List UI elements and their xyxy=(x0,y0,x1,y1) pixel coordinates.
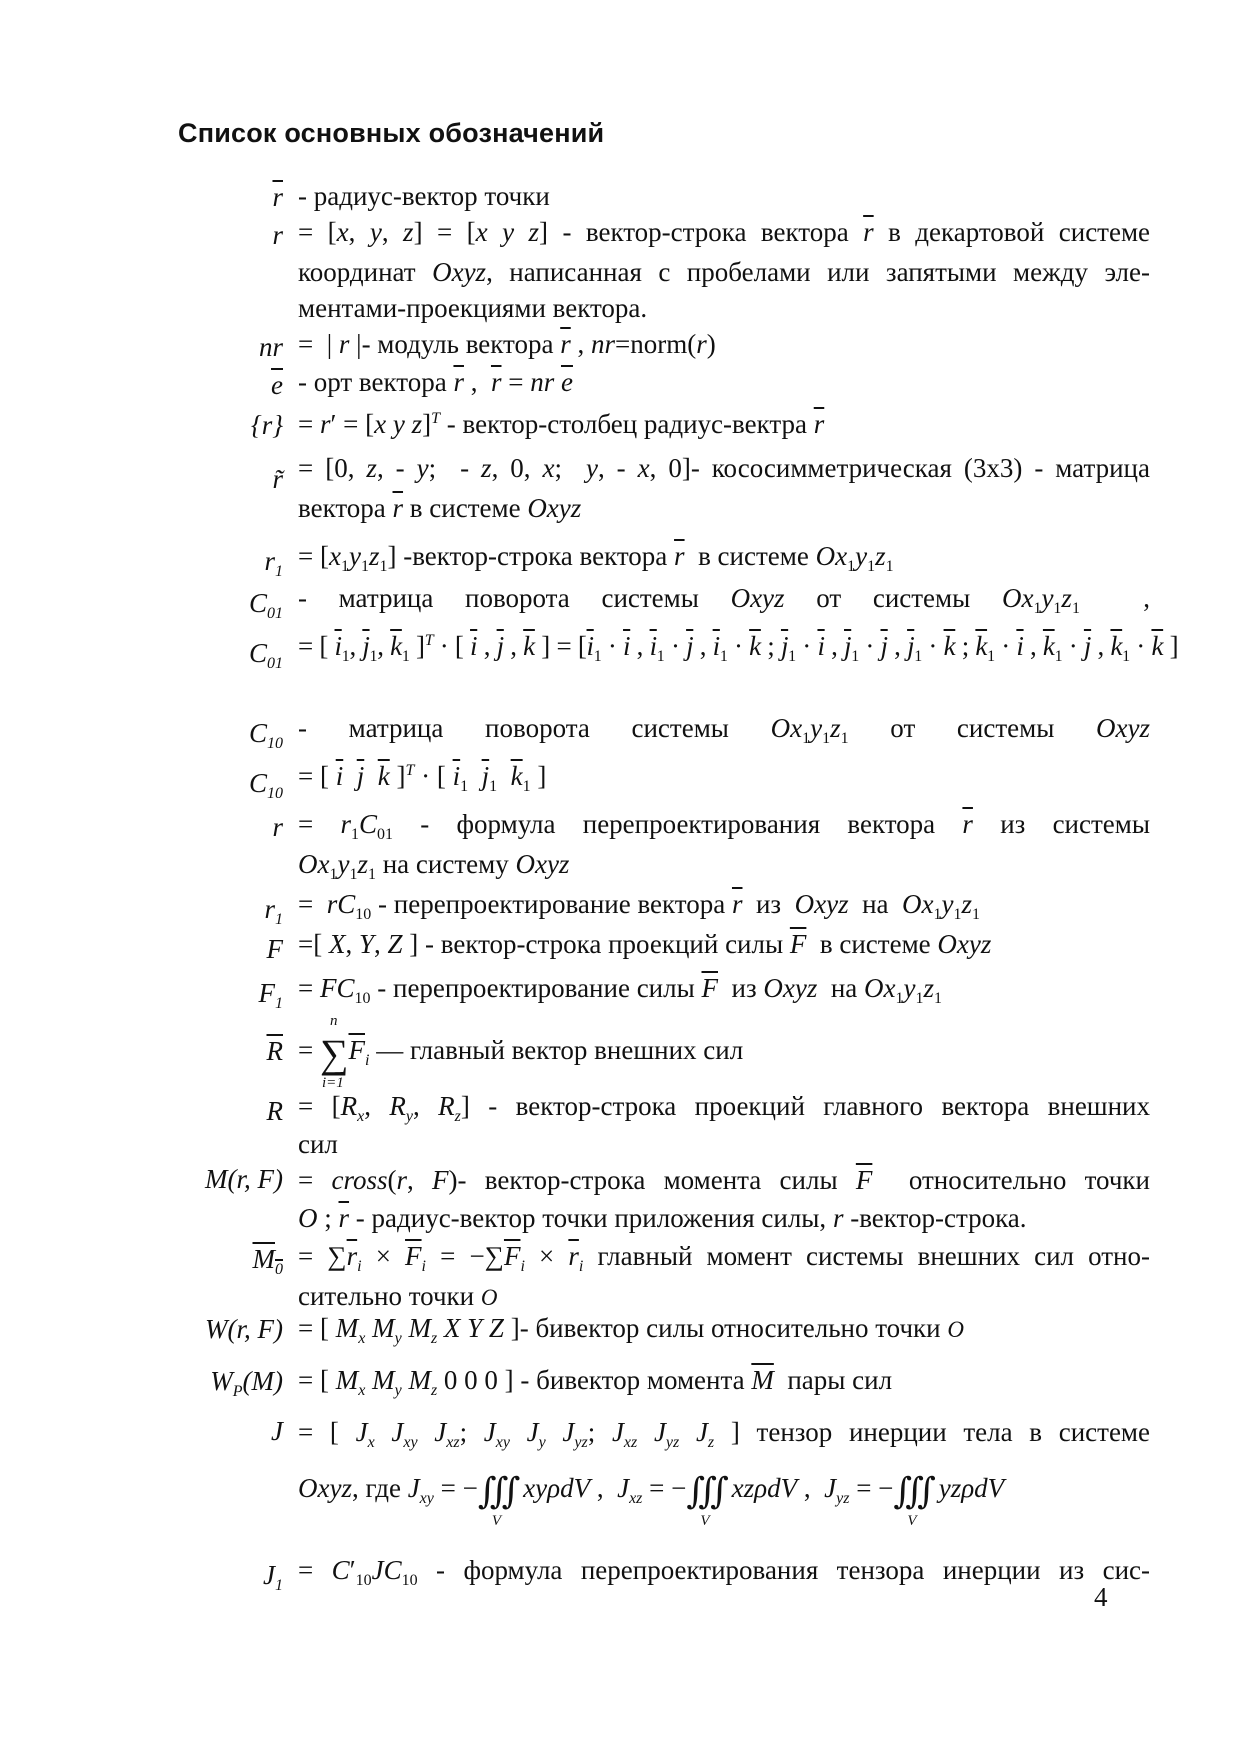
symbol-f1: $F_1$ xyxy=(258,978,283,1012)
page-title: Список основных обозначений xyxy=(178,118,605,148)
entry-c10-formula: = [ $\overline{i}$ $\overline{j}$ $\overline{k}$ ]$^T$ · [ $\overline{i}_1$ $\overline{j}_1$ $\overline{k}_1$ ] xyxy=(298,761,547,795)
symbol-nr: nr xyxy=(258,332,283,362)
symbol-moment: M(r, F) xyxy=(205,1164,283,1194)
symbol-inertia-transform: $J_1$ xyxy=(263,1560,283,1594)
entry-force-row: =[ X, Y, Z ] - вектор-строка проекций силы $\overline{F}$ в системе Oxyz xyxy=(298,929,992,959)
symbol-r1: $r_1$ xyxy=(264,546,283,580)
entry-column-vector: = r′ = [x y z]$^T$ - вектор-столбец радиус-вектра $\overline{r}$ xyxy=(298,409,825,439)
entry-main-vector-row-cont: сил xyxy=(298,1129,338,1159)
entry-skew-matrix: = [0, z, - y; - z, 0, x; y, - x, 0]- кососимметрическая (3x3) - матрица xyxy=(298,453,1150,483)
entry-c01: - матрица поворота системы Oxyz от системы $Ox_1y_1z_1$ , xyxy=(298,583,1151,617)
symbol-c01-formula: $C_{01}$ xyxy=(248,638,283,672)
symbol-r-main-vector: $\overline{R}$ xyxy=(266,1036,283,1066)
symbol-c01: $C_{01}$ xyxy=(248,588,283,622)
symbol-c10-formula: $C_{10}$ xyxy=(248,768,283,802)
symbol-c10: $C_{10}$ xyxy=(248,718,283,752)
entry-row-vector-cont2: ментами-проекциями вектора. xyxy=(298,293,648,323)
entry-r-transform-cont: $Ox_1y_1z_1$ на систему Oxyz xyxy=(298,849,570,883)
symbol-main-moment: $M_0$ xyxy=(252,1244,283,1278)
entry-bivector-moment: = [ $M_x$ $M_y$ $M_z$ 0 0 0 ] - бивектор момента $\overline{M}$ пары сил xyxy=(298,1365,893,1399)
entry-r-transform: = $r_1C_{01}$ - формула перепроектирования вектора $\overline{r}$ из системы xyxy=(298,809,1151,843)
symbol-e-bar: $\overline{e}$ xyxy=(271,370,283,400)
entry-row-vector-cont1: координат Oxyz, написанная с пробелами или запятыми между эле- xyxy=(298,257,1150,287)
symbol-r-bar: $\overline{r}$ xyxy=(272,182,283,212)
entry-moment: = cross(r, F)- вектор-строка момента силы $\overline{F}$ относительно точки xyxy=(298,1165,1151,1195)
symbol-r-tilde: r̃ xyxy=(272,464,283,494)
entry-c10: - матрица поворота системы $Ox_1y_1z_1$ от системы Oxyz xyxy=(298,713,1151,747)
entry-main-moment: = $\sum\overline{r}_i \times \overline{F}_i = -\sum\overline{F}_i \times \overline{r}_i$ главный момент системы внешних сил отно- xyxy=(298,1241,1150,1275)
entry-main-vector-row: = [$R_x$, $R_y$, $R_z$] - вектор-строка проекций главного вектора внешних xyxy=(298,1091,1150,1125)
entry-unit-vector: - орт вектора $\overline{r}$ , $\overline{r}$ = nr $\overline{e}$ xyxy=(298,367,573,397)
entry-radius-vector: - радиус-вектор точки xyxy=(298,181,550,211)
symbol-inertia-tensor: J xyxy=(271,1416,283,1446)
symbol-r-main-row: R xyxy=(266,1096,283,1126)
symbol-r: r xyxy=(272,220,283,250)
entry-skew-matrix-cont: вектора $\overline{r}$ в системе Oxyz xyxy=(298,493,582,523)
entry-main-vector: = ∑ n i=1 $\overline{F}_i$ — главный вектор внешних сил xyxy=(298,1013,744,1091)
symbol-column-r: {r} xyxy=(250,410,283,440)
entry-row-vector: = [x, y, z] = [x y z] - вектор-строка вектора $\overline{r}$ в декартовой системе xyxy=(298,217,1151,247)
entry-r1: = $[x_1y_1z_1]$ -вектор-строка вектора $\overline{r}$ в системе $Ox_1y_1z_1$ xyxy=(298,541,894,575)
entry-inertia-tensor-cont: Oxyz, где $J_{xy}$ = −∭ V xyρdV , $J_{xz}$ = −∭ V xzρdV , $J_{yz}$ = −∭ V yzρdV xyxy=(298,1471,1005,1529)
entry-modulus: = | r |- модуль вектора $\overline{r}$ , nr=norm(r) xyxy=(298,329,716,359)
page-number: 4 xyxy=(1094,1582,1108,1612)
symbol-r-transform: r xyxy=(272,812,283,842)
entry-c01-formula: = [ $\overline{i}_1$, $\overline{j}_1$, $\overline{k}_1$ ]$^T$ · [ $\overline{i}$ , $\overline{j}$ , $\overline{k}$ ] = [$\overline{i}_1 \cdot \overline{i}$ , $\overline{i}_1 \cdot \overline{j}$ , $\overline{i}_1 \cdot \overline{k}$ ; $\overline{j}_1 \cdot \overline{i}$ , $\overline{j}_1 \cdot \overline{j}$ , $\overline{j}_1 \cdot \overline{k}$ ; $\overline{k}_1 \cdot \overline{i}$ , $\overline{k}_1 \cdot \overline{j}$ , $\overline{k}_1 \cdot \overline{k}$ ] xyxy=(298,631,1179,665)
entry-inertia-transform: = $C'_{10}JC_{10}$ - формула перепроектирования тензора инерции из сис- xyxy=(298,1555,1150,1589)
symbol-bivector: W(r, F) xyxy=(205,1314,283,1344)
entry-main-moment-cont: сительно точки O xyxy=(298,1281,498,1311)
entry-moment-cont: O ; $\overline{r}$ - радиус-вектор точки приложения силы, r -вектор-строка. xyxy=(298,1203,1027,1233)
symbol-bivector-moment: $W_P(M)$ xyxy=(210,1366,283,1400)
symbol-f: F xyxy=(266,934,283,964)
symbol-r1-transform: $r_1$ xyxy=(264,894,283,928)
entry-r1-transform: = $rC_{10}$ - перепроектирование вектора $\overline{r}$ из Oxyz на $Ox_1y_1z_1$ xyxy=(298,889,981,923)
entry-bivector: = [ $M_x$ $M_y$ $M_z$ X Y Z ]- бивектор силы относительно точки O xyxy=(298,1313,964,1347)
entry-inertia-tensor: = [ $J_x$ $J_{xy}$ $J_{xz}$; $J_{xy}$ $J_y$ $J_{yz}$; $J_{xz}$ $J_{yz}$ $J_z$ ] тензор инерции тела в системе xyxy=(298,1417,1151,1451)
entry-force-transform: = $FC_{10}$ - перепроектирование силы $\overline{F}$ из Oxyz на $Ox_1y_1z_1$ xyxy=(298,973,943,1007)
